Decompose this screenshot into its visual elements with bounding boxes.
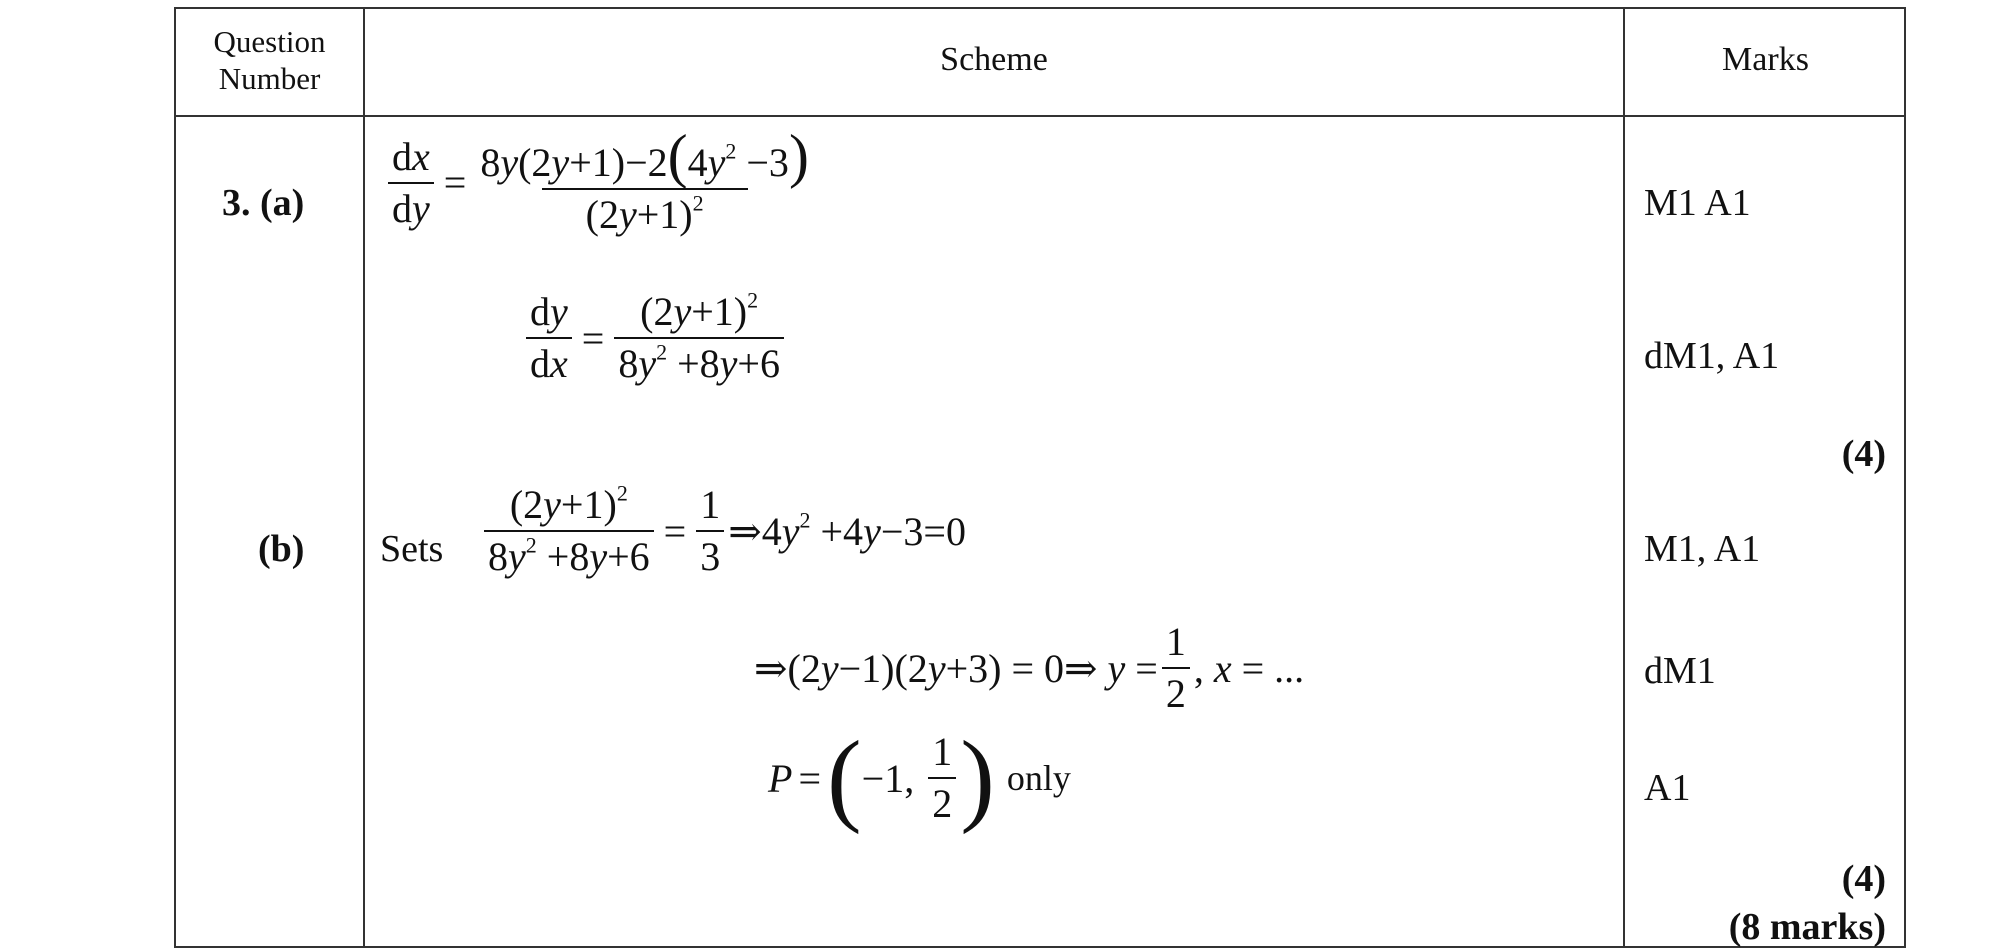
total-marks: (8 marks) <box>1728 906 1886 948</box>
only-word: only <box>1006 758 1071 798</box>
part-b-label: (b) <box>258 528 305 570</box>
header-scheme: Scheme <box>940 41 1048 78</box>
header-question-line1: Question <box>213 24 326 59</box>
equation-factorise: ⇒(2y−1)(2y+3) = 0⇒ y = $\frac{1}{2}$ , x = ... <box>754 619 1305 716</box>
part-a-label: 3. (a) <box>222 182 305 224</box>
header-marks: Marks <box>1722 41 1809 78</box>
header-divider <box>176 115 1904 117</box>
part-a-marks-1: M1 A1 <box>1644 182 1751 224</box>
part-a-subtotal: (4) <box>1841 433 1886 475</box>
mark-scheme-table <box>174 7 1906 948</box>
equation-dx-dy: $\frac{dx}{dy}$ = $\frac{8y(2y+1)-2(4y^2 -3)}{(2y+1)^2}$ <box>384 129 817 236</box>
equation-dy-dx: $\frac{dy}{dx}$ = $\frac{(2y+1)^2}{8y^2 +8y+6}$ <box>522 291 788 385</box>
part-b-marks-3: A1 <box>1644 767 1691 809</box>
header-question-line2: Number <box>218 61 321 96</box>
equation-point-p: P = ( −1, $\frac{1}{2}$ ) only <box>768 720 1071 836</box>
part-a-marks-2: dM1, A1 <box>1644 335 1780 377</box>
part-b-marks-1: M1, A1 <box>1644 528 1761 570</box>
sets-word: Sets <box>380 528 444 570</box>
column-divider-question <box>363 9 365 946</box>
part-b-subtotal: (4) <box>1841 858 1886 900</box>
header-question-number <box>176 23 363 97</box>
part-b-marks-2: dM1 <box>1644 650 1716 692</box>
equation-set-gradient: $\frac{(2y+1)^2}{8y^2 +8y+6}$ = $\frac{1}{3}$ $\Rightarrow 4y^2 +4y-3=0$ <box>480 484 966 578</box>
column-divider-marks <box>1623 9 1625 946</box>
